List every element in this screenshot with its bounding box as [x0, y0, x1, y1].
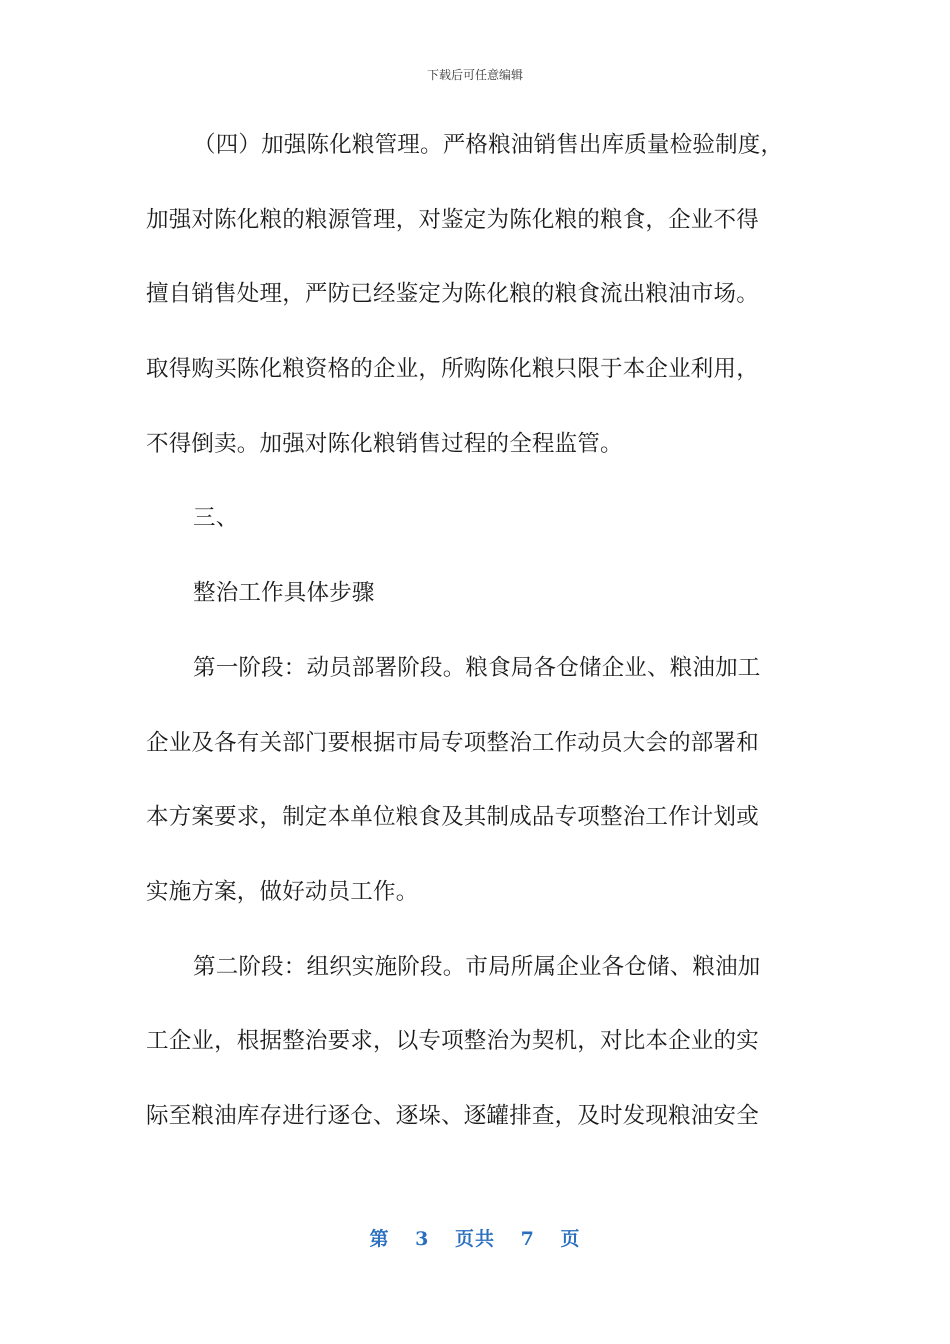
paragraph-line: 工企业，根据整治要求，以专项整治为契机，对比本企业的实 — [146, 1028, 759, 1055]
total-page-count: 7 — [520, 1228, 535, 1250]
page-footer — [0, 1224, 950, 1251]
paragraph-line: 第一阶段：动员部署阶段。粮食局各仓储企业、粮油加工 — [193, 654, 761, 681]
footer-middle: 页共 — [454, 1228, 495, 1250]
paragraph-line: 取得购买陈化粮资格的企业，所购陈化粮只限于本企业利用， — [146, 356, 759, 383]
paragraph-line: （四）加强陈化粮管理。严格粮油销售出库质量检验制度， — [193, 132, 784, 158]
paragraph-line: 企业及各有关部门要根据市局专项整治工作动员大会的部署和 — [146, 729, 759, 756]
paragraph-line: 际至粮油库存进行逐仓、逐垛、逐罐排查，及时发现粮油安全 — [146, 1102, 759, 1129]
paragraph-line: 本方案要求，制定本单位粮食及其制成品专项整治工作计划或 — [146, 804, 759, 831]
footer-prefix: 第 — [369, 1228, 390, 1250]
header-note: 下载后可任意编辑 — [426, 68, 523, 82]
footer-suffix: 页 — [560, 1228, 581, 1250]
paragraph-line: 加强对陈化粮的粮源管理，对鉴定为陈化粮的粮食，企业不得 — [146, 206, 759, 233]
current-page-number: 3 — [415, 1228, 430, 1250]
paragraph-line: 实施方案，做好动员工作。 — [146, 878, 419, 905]
section-number: 三、 — [193, 505, 239, 532]
document-body — [146, 122, 806, 1168]
paragraph-line: 擅自销售处理，严防已经鉴定为陈化粮的粮食流出粮油市场。 — [146, 281, 759, 308]
section-heading: 整治工作具体步骤 — [193, 580, 375, 607]
paragraph-line: 第二阶段：组织实施阶段。市局所属企业各仓储、粮油加 — [193, 953, 761, 980]
paragraph-line: 不得倒卖。加强对陈化粮销售过程的全程监管。 — [146, 430, 623, 457]
